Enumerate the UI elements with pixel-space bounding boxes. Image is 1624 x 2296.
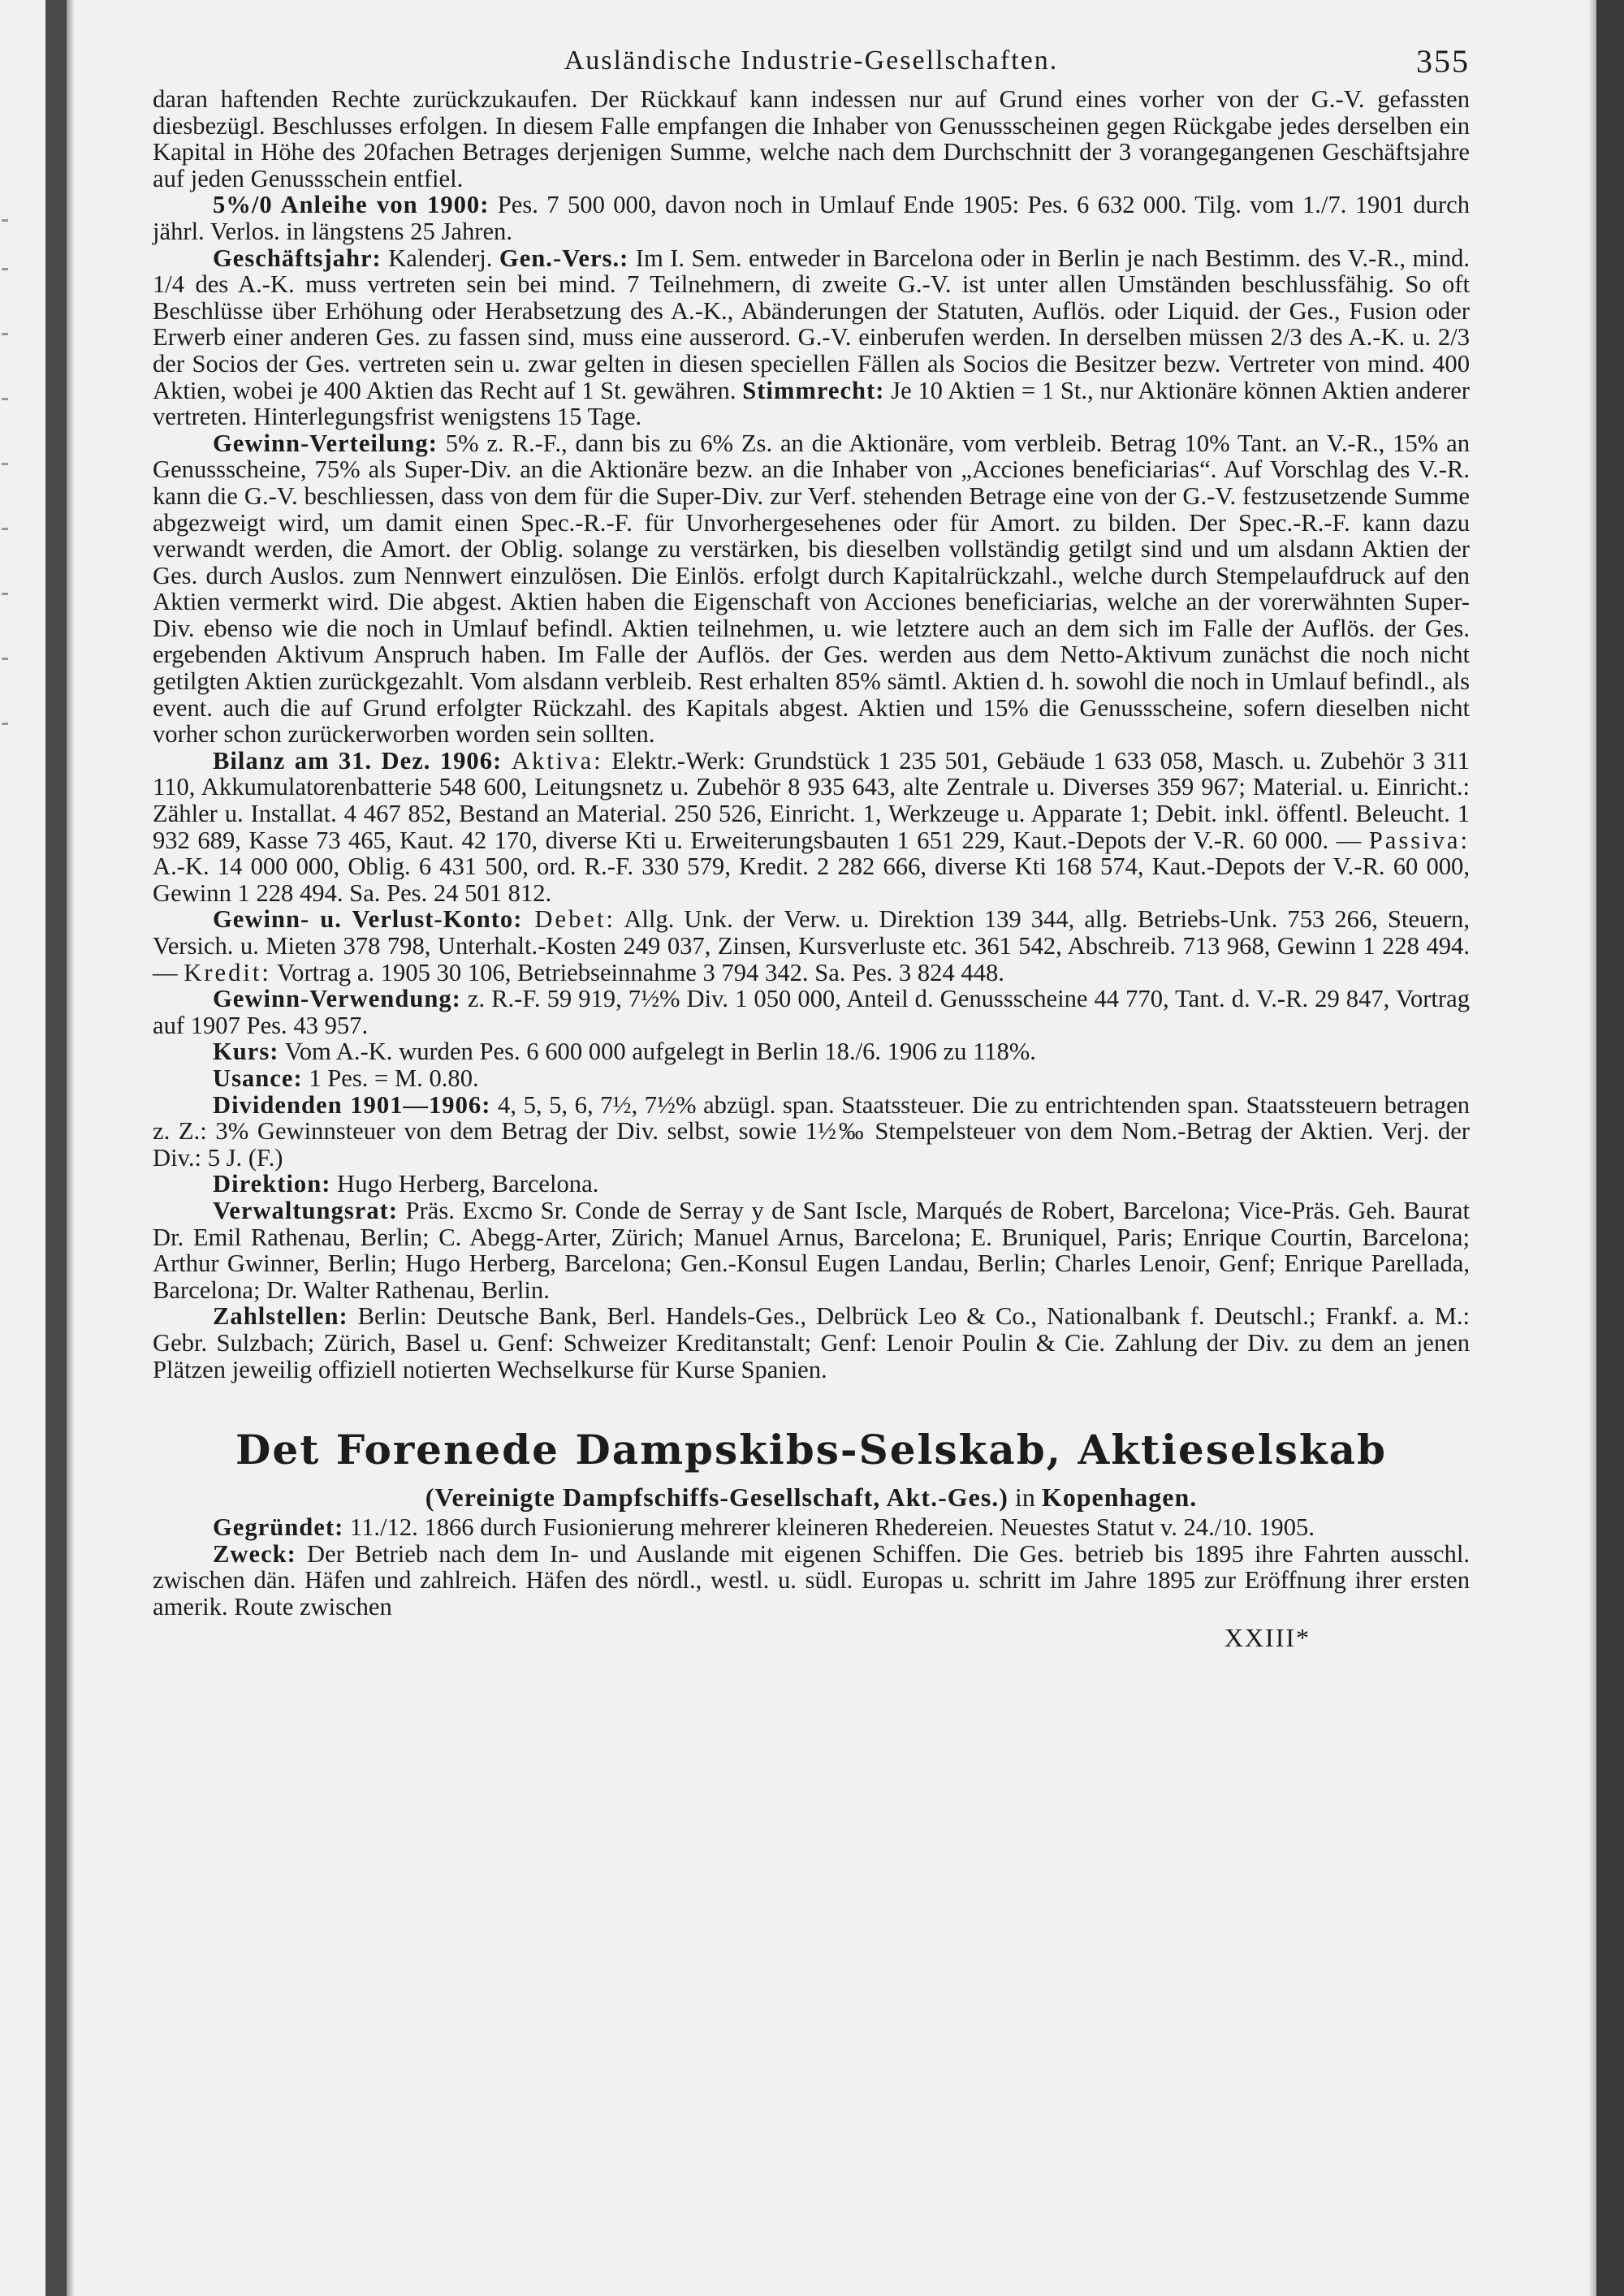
label-passiva: Passiva: <box>1368 826 1470 854</box>
label-gegruendet: Gegründet: <box>213 1513 344 1542</box>
label-gewinn-verwendung: Gewinn-Verwendung: <box>213 985 461 1013</box>
label-kurs: Kurs: <box>213 1038 279 1066</box>
label-bilanz: Bilanz am 31. Dez. 1906: <box>213 746 503 775</box>
label-verwaltungsrat: Verwaltungsrat: <box>213 1196 399 1224</box>
company-city: Kopenhagen. <box>1041 1482 1198 1513</box>
company-heading: Det Forenede Dampskibs-Selskab, Aktieselskab <box>235 1426 1387 1474</box>
label-aktiva: Aktiva: <box>502 746 603 775</box>
paragraph-zweck: Zweck: Der Betrieb nach dem In- und Auslande mit eigenen Schiffen. Die Ges. betrieb bis 1895 ihre Fahrten ausschl. zwischen dän. Häfen und zahlreich. Häfen des nördl., westl. u. südl. Europas u. schritt im Jahre 1895 zur Eröffnung ihrer ersten amerik. Route zwischen <box>153 1539 1470 1621</box>
paragraph-zahlstellen: Zahlstellen: Berlin: Deutsche Bank, Berl. Handels-Ges., Delbrück Leo & Co., Nationalbank f. Deutschl.; Frankf. a. M.: Gebr. Sulzbach; Zürich, Basel u. Genf: Schweizer Kreditanstalt; Genf: Lenoir Poulin & Cie. Zahlung der Div. zu dem an jenen Plätzen jeweilig offiziell notierten Wechselkurse für Kurse Spanien. <box>153 1302 1470 1383</box>
page-content <box>153 41 1470 1653</box>
paragraph-dividenden: Dividenden 1901—1906: 4, 5, 5, 6, 7½, 7½% abzügl. span. Staatssteuer. Die zu entrichtenden span. Staatssteuern betragen z. Z.: 3% Gewinnsteuer von dem Betrag der Div. selbst, sowie 1½‰ Stempelsteuer von dem Nom.-Betrag der Aktien. Verj. der Div.: 5 J. (F.) <box>153 1090 1471 1172</box>
binding-edge-left <box>45 0 67 2296</box>
paragraph-kurs: Kurs: Vom A.-K. wurden Pes. 6 600 000 aufgelegt in Berlin 18./6. 1906 zu 118%. <box>213 1038 1036 1066</box>
label-gewinn-verlust: Gewinn- u. Verlust-Konto: <box>213 905 523 934</box>
label-anleihe: 5%/0 Anleihe von 1900: <box>213 191 490 219</box>
label-stimmrecht: Stimmrecht: <box>742 376 885 404</box>
section-dampskibs-selskab <box>153 1514 1470 1620</box>
paragraph-geschaeftsjahr: Geschäftsjahr: Kalenderj. Gen.-Vers.: Im I. Sem. entweder in Barcelona oder in Berlin je nach Bestimm. des V.-R., mind. 1/4 des A.-K. muss vertreten sein bei mind. 7 Teilnehmern, di zweite G.-V. ist unter allen Umständen beschlussfähig. So oft Beschlüsse über Erhöhung oder Herabsetzung des A.-K., Abänderungen der Statuten, Auflös. oder Liquid. der Ges., Fusion oder Erwerb einer anderen Ges. zu fassen sind, muss eine ausserord. G.-V. einberufen werden. In derselben müssen 2/3 des A.-K. u. 2/3 der Socios der Ges. vertreten sein u. zwar gelten in diesen speciellen Fällen als Socios die Besitzer bezw. Vertreter von mind. 400 Aktien, wobei je 400 Aktien das Recht auf 1 St. gewähren. Stimmrecht: Je 10 Aktien = 1 St., nur Aktionäre können Aktien anderer vertreten. Hinterlegungsfrist wenigstens 15 Tage. <box>153 244 1471 431</box>
paragraph-anleihe: 5%/0 Anleihe von 1900: Pes. 7 500 000, davon noch in Umlauf Ende 1905: Pes. 6 632 000. Tilg. vom 1./7. 1901 durch jährl. Verlos. in längstens 25 Jahren. <box>153 191 1470 245</box>
paragraph-verwaltungsrat: Verwaltungsrat: Präs. Excmo Sr. Conde de Serray y de Sant Iscle, Marqués de Robert, Barcelona; Vice-Präs. Geh. Baurat Dr. Emil Rathenau, Berlin; C. Abegg-Arter, Zürich; Manuel Arnus, Barcelona; E. Bruniquel, Paris; Enrique Courtin, Barcelona; Arthur Gwinner, Berlin; Hugo Herberg, Barcelona; Gen.-Konsul Eugen Landau, Berlin; Charles Lenoir, Genf; Enrique Parellada, Barcelona; Dr. Walter Rathenau, Berlin. <box>153 1196 1470 1304</box>
paragraph-rueckkauf: daran haftenden Rechte zurückzukaufen. Der Rückkauf kann indessen nur auf Grund eines vorher von der G.-V. gefassten diesbezügl. Beschlusses erfolgen. In diesem Falle empfangen die Inhaber von Genussscheinen gegen Rückgabe jedes derselben ein Kapital in Höhe des 20fachen Betrages derjenigen Summe, welche nach dem Durchschnitt der 3 vorangegangenen Geschäftsjahre auf jeden Genussschein entfiel. <box>153 85 1470 192</box>
label-gewinn-verteilung: Gewinn-Verteilung: <box>213 429 438 457</box>
paragraph-direktion: Direktion: Hugo Herberg, Barcelona. <box>213 1170 599 1198</box>
label-usance: Usance: <box>213 1064 303 1092</box>
running-head <box>153 41 1470 86</box>
label-kredit: Kredit: <box>184 958 271 986</box>
paragraph-gewinn-verteilung: Gewinn-Verteilung: 5% z. R.-F., dann bis zu 6% Zs. an die Aktionäre, vom verbleib. Betrag 10% Tant. an V.-R., 15% an Genussscheine, 75% als Super-Div. an die Aktionäre bezw. an die Inhaber von „Acciones beneficiarias“. Auf Vorschlag des V.-R. kann die G.-V. beschliessen, dass von dem für die Super-Div. zur Verf. stehenden Betrage eine von der G.-V. festzusetzende Summe abgezweigt wird, um damit einen Spec.-R.-F. für Unvorhergesehenes oder für Amort. zu bilden. Der Spec.-R.-F. kann dazu verwandt werden, die Amort. der Oblig. solange zu verstärken, bis dieselben vollständig getilgt sind und um alsdann Aktien der Ges. durch Auslos. zum Nennwert einzulösen. Die Einlös. erfolgt durch Kapitalrückzahl., welche durch Stempelaufdruck auf den Aktien vermerkt wird. Die abgest. Aktien haben die Eigenschaft von Acciones beneficiarias, welche an der vorerwähnten Super-Div. ebenso wie die noch in Umlauf befindl. Aktien teilnehmen, u. wie letztere auch an dem sich im Falle der Auflös. der Ges. ergebenden Aktivum Anspruch haben. Im Falle der Auflös. der Ges. werden aus dem Netto-Aktivum zunächst die noch nicht getilgten Aktien zurückgezahlt. Vom alsdann verbleib. Rest erhalten 85% sämtl. Aktien d. h. sowohl die noch in Umlauf befindl., als event. auch die auf Grund erfolgter Rückzahl. des Kapitals abgest. Aktien und 15% die Genussscheine, sofern dieselben nicht vorher schon zurückerworben worden sein sollten. <box>153 429 1470 749</box>
paragraph-gegruendet: Gegründet: 11./12. 1866 durch Fusionierung mehrerer kleineren Rhedereien. Neuestes Statut v. 24./10. 1905. <box>213 1513 1315 1542</box>
page-edge-right <box>1596 0 1624 2296</box>
page-number: 355 <box>1416 43 1470 80</box>
label-geschaeftsjahr: Geschäftsjahr: <box>213 244 382 272</box>
label-zahlstellen: Zahlstellen: <box>213 1302 348 1331</box>
page-edge-shadow <box>1588 0 1596 2296</box>
section-industrie-gesellschaft <box>153 86 1470 1383</box>
paragraph-gewinn-verwendung: Gewinn-Verwendung: z. R.-F. 59 919, 7½% Div. 1 050 000, Anteil d. Genussscheine 44 770, Tant. d. V.-R. 29 847, Vortrag auf 1907 Pes. 43 957. <box>153 985 1470 1039</box>
paragraph-bilanz: Bilanz am 31. Dez. 1906: Aktiva: Elektr.-Werk: Grundstück 1 235 501, Gebäude 1 633 058, Masch. u. Zubehör 3 311 110, Akkumulatorenbatterie 548 600, Leitungsnetz u. Zubehör 8 935 643, alte Zentrale u. Diverses 359 967; Material. u. Einricht.: Zähler u. Installat. 4 467 852, Bestand an Material. 250 526, Einricht. 1, Werkzeuge u. Apparate 1; Debit. inkl. öffentl. Beleucht. 1 932 689, Kasse 73 465, Kaut. 42 170, diverse Kti u. Erweiterungsbauten 1 651 229, Kaut.-Depots der V.-R. 60 000. — Passiva: A.-K. 14 000 000, Oblig. 6 431 500, ord. R.-F. 330 579, Kredit. 2 282 666, diverse Kti 168 574, Kaut.-Depots der V.-R. 60 000, Gewinn 1 228 494. Sa. Pes. 24 501 812. <box>153 746 1470 907</box>
company-subheading-german: (Vereinigte Dampfschiffs-Gesellschaft, Akt.-Ges.) <box>425 1482 1009 1513</box>
label-direktion: Direktion: <box>213 1170 331 1198</box>
running-head-title: Ausländische Industrie-Gesellschaften. <box>564 45 1059 76</box>
sheet-signature: XXIII* <box>1224 1623 1311 1653</box>
margin-marks <box>0 219 10 1031</box>
binding-shadow <box>67 0 75 2296</box>
paragraph-gewinn-verlust: Gewinn- u. Verlust-Konto: Debet: Allg. Unk. der Verw. u. Direktion 139 344, allg. Betriebs-Unk. 753 266, Steuern, Versich. u. Mieten 378 798, Unterhalt.-Kosten 249 037, Zinsen, Kursverluste etc. 361 542, Abschreib. 713 968, Gewinn 1 228 494. — Kredit: Vortrag a. 1905 30 106, Betriebseinnahme 3 794 342. Sa. Pes. 3 824 448. <box>153 905 1470 986</box>
paragraph-usance: Usance: 1 Pes. = M. 0.80. <box>213 1064 479 1092</box>
company-subheading: (Vereinigte Dampfschiffs-Gesellschaft, Akt.-Ges.) in Kopenhagen. <box>425 1482 1198 1513</box>
label-debet: Debet: <box>522 905 615 934</box>
label-dividenden: Dividenden 1901—1906: <box>213 1090 491 1119</box>
label-gen-vers: Gen.-Vers.: <box>499 244 629 272</box>
label-zweck: Zweck: <box>213 1539 296 1568</box>
